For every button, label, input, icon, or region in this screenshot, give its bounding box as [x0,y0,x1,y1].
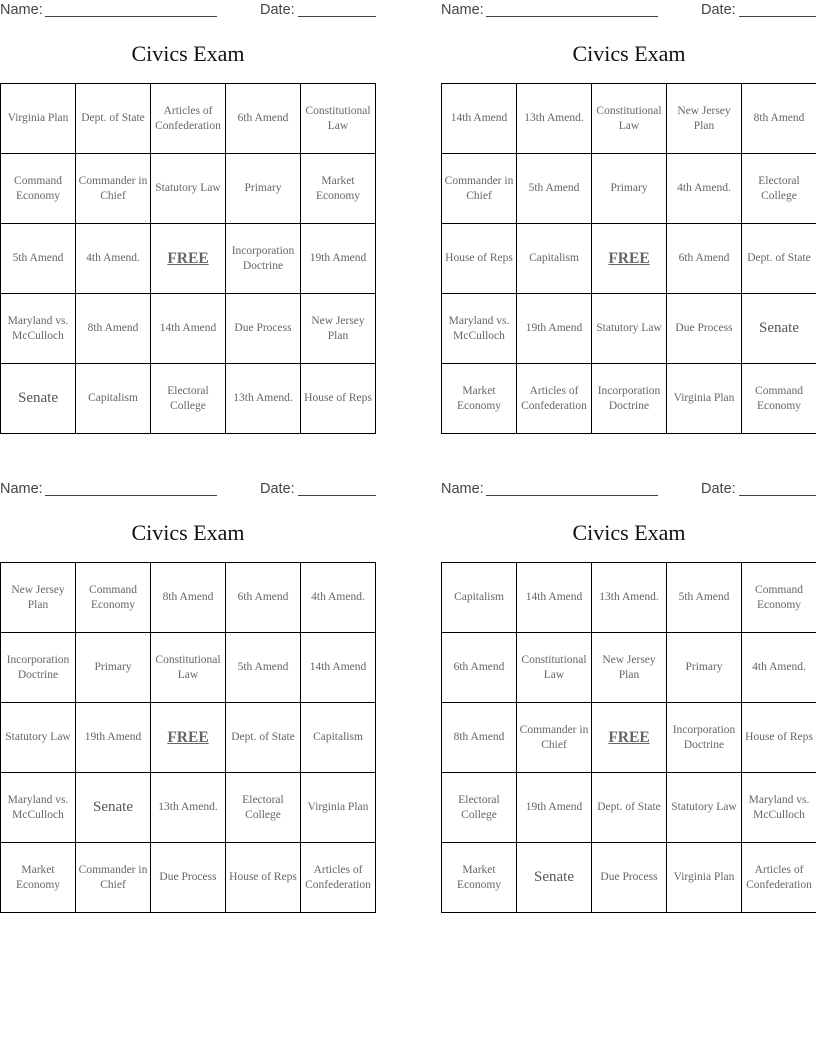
grid-cell: Incorporation Doctrine [1,633,76,703]
date-label: Date: [701,481,736,497]
name-label: Name: [0,2,43,18]
grid-cell: 14th Amend [151,294,226,364]
grid-cell: Incorporation Doctrine [667,703,742,773]
grid-cell: Due Process [151,843,226,913]
grid-cell: Virginia Plan [667,364,742,434]
grid-cell: New Jersey Plan [301,294,376,364]
grid-cell: Senate [517,843,592,913]
grid-cell: 19th Amend [76,703,151,773]
name-date-line [0,481,376,499]
grid-row [442,843,816,913]
date-label: Date: [701,2,736,18]
grid-cell: Maryland vs. McCulloch [1,773,76,843]
grid-cell: Articles of Confederation [151,84,226,154]
date-blank-line [739,495,816,496]
grid-cell: 6th Amend [442,633,517,703]
grid-row [1,843,376,913]
grid-row [1,773,376,843]
free-space: FREE [151,224,226,294]
grid-cell: Articles of Confederation [517,364,592,434]
bingo-card-1 [0,0,376,436]
card-title: Civics Exam [131,520,245,545]
grid-cell: 13th Amend. [592,563,667,633]
bingo-grid [441,83,816,434]
grid-cell: Statutory Law [667,773,742,843]
grid-cell: Articles of Confederation [742,843,816,913]
card-title: Civics Exam [572,520,686,545]
grid-row [442,703,816,773]
grid-row [1,84,376,154]
grid-cell: 19th Amend [517,294,592,364]
name-date-line [441,481,816,499]
grid-cell: 6th Amend [226,84,301,154]
grid-cell: Command Economy [742,563,816,633]
grid-cell: Commander in Chief [442,154,517,224]
free-space: FREE [151,703,226,773]
grid-cell: Primary [592,154,667,224]
bingo-card-3 [0,479,376,915]
grid-cell: Statutory Law [1,703,76,773]
grid-cell: House of Reps [226,843,301,913]
grid-row [442,84,816,154]
grid-row [442,364,816,434]
name-blank-line [486,495,658,496]
grid-cell: House of Reps [742,703,816,773]
grid-cell: Maryland vs. McCulloch [442,294,517,364]
grid-cell: 5th Amend [517,154,592,224]
date-blank-line [739,16,816,17]
name-date-line [441,2,816,20]
grid-cell: Statutory Law [592,294,667,364]
name-label: Name: [441,2,484,18]
grid-row [442,294,816,364]
grid-row [1,563,376,633]
grid-cell: Capitalism [442,563,517,633]
grid-cell: Market Economy [1,843,76,913]
grid-cell: Maryland vs. McCulloch [1,294,76,364]
grid-cell: 4th Amend. [742,633,816,703]
grid-cell: 5th Amend [1,224,76,294]
grid-cell: 4th Amend. [667,154,742,224]
grid-cell: 5th Amend [226,633,301,703]
grid-cell: Electoral College [151,364,226,434]
card-title: Civics Exam [572,41,686,66]
name-blank-line [45,495,217,496]
grid-row [442,154,816,224]
grid-cell: House of Reps [301,364,376,434]
grid-cell: Articles of Confederation [301,843,376,913]
date-blank-line [298,495,376,496]
grid-cell: Constitutional Law [301,84,376,154]
grid-cell: 19th Amend [517,773,592,843]
name-date-line [0,2,376,20]
grid-cell: Virginia Plan [301,773,376,843]
grid-cell: Capitalism [76,364,151,434]
grid-cell: Market Economy [301,154,376,224]
bingo-card-2 [441,0,816,436]
name-blank-line [45,16,217,17]
grid-cell: Commander in Chief [517,703,592,773]
grid-cell: Incorporation Doctrine [226,224,301,294]
grid-cell: Virginia Plan [1,84,76,154]
grid-row [1,703,376,773]
grid-cell: Command Economy [742,364,816,434]
grid-cell: 8th Amend [442,703,517,773]
grid-cell: Due Process [226,294,301,364]
grid-cell: Command Economy [1,154,76,224]
grid-cell: New Jersey Plan [1,563,76,633]
grid-cell: 13th Amend. [517,84,592,154]
grid-row [1,224,376,294]
grid-cell: 4th Amend. [76,224,151,294]
grid-cell: Dept. of State [76,84,151,154]
grid-cell: Maryland vs. McCulloch [742,773,816,843]
grid-cell: 8th Amend [742,84,816,154]
grid-cell: 13th Amend. [226,364,301,434]
grid-cell: 6th Amend [667,224,742,294]
free-space: FREE [592,703,667,773]
grid-row [442,773,816,843]
grid-row [1,294,376,364]
grid-cell: 8th Amend [151,563,226,633]
grid-cell: 14th Amend [517,563,592,633]
grid-row [442,224,816,294]
grid-cell: Dept. of State [742,224,816,294]
grid-cell: Constitutional Law [517,633,592,703]
grid-cell: Commander in Chief [76,154,151,224]
grid-cell: Virginia Plan [667,843,742,913]
bingo-card-4 [441,479,816,915]
grid-row [1,154,376,224]
grid-cell: Capitalism [517,224,592,294]
grid-cell: Senate [76,773,151,843]
grid-cell: 14th Amend [301,633,376,703]
grid-cell: Statutory Law [151,154,226,224]
grid-cell: Due Process [592,843,667,913]
grid-cell: Constitutional Law [592,84,667,154]
date-label: Date: [260,2,295,18]
grid-cell: 13th Amend. [151,773,226,843]
bingo-grid [441,562,816,913]
bingo-grid [0,83,376,434]
name-blank-line [486,16,658,17]
grid-cell: Dept. of State [592,773,667,843]
grid-cell: Primary [667,633,742,703]
grid-cell: Dept. of State [226,703,301,773]
grid-cell: Electoral College [442,773,517,843]
grid-cell: 19th Amend [301,224,376,294]
grid-cell: Senate [1,364,76,434]
grid-row [442,563,816,633]
grid-cell: New Jersey Plan [592,633,667,703]
grid-cell: 8th Amend [76,294,151,364]
grid-cell: Electoral College [226,773,301,843]
grid-cell: Constitutional Law [151,633,226,703]
grid-cell: Incorporation Doctrine [592,364,667,434]
grid-cell: 6th Amend [226,563,301,633]
grid-cell: Market Economy [442,843,517,913]
grid-cell: Command Economy [76,563,151,633]
grid-row [442,633,816,703]
grid-row [1,633,376,703]
grid-cell: House of Reps [442,224,517,294]
name-label: Name: [0,481,43,497]
grid-cell: Due Process [667,294,742,364]
free-space: FREE [592,224,667,294]
name-label: Name: [441,481,484,497]
grid-cell: 14th Amend [442,84,517,154]
bingo-grid [0,562,376,913]
grid-cell: Capitalism [301,703,376,773]
grid-row [1,364,376,434]
grid-cell: 4th Amend. [301,563,376,633]
grid-cell: Electoral College [742,154,816,224]
grid-cell: Primary [76,633,151,703]
date-label: Date: [260,481,295,497]
card-title: Civics Exam [131,41,245,66]
grid-cell: Primary [226,154,301,224]
date-blank-line [298,16,376,17]
grid-cell: New Jersey Plan [667,84,742,154]
grid-cell: 5th Amend [667,563,742,633]
grid-cell: Commander in Chief [76,843,151,913]
grid-cell: Market Economy [442,364,517,434]
grid-cell: Senate [742,294,816,364]
